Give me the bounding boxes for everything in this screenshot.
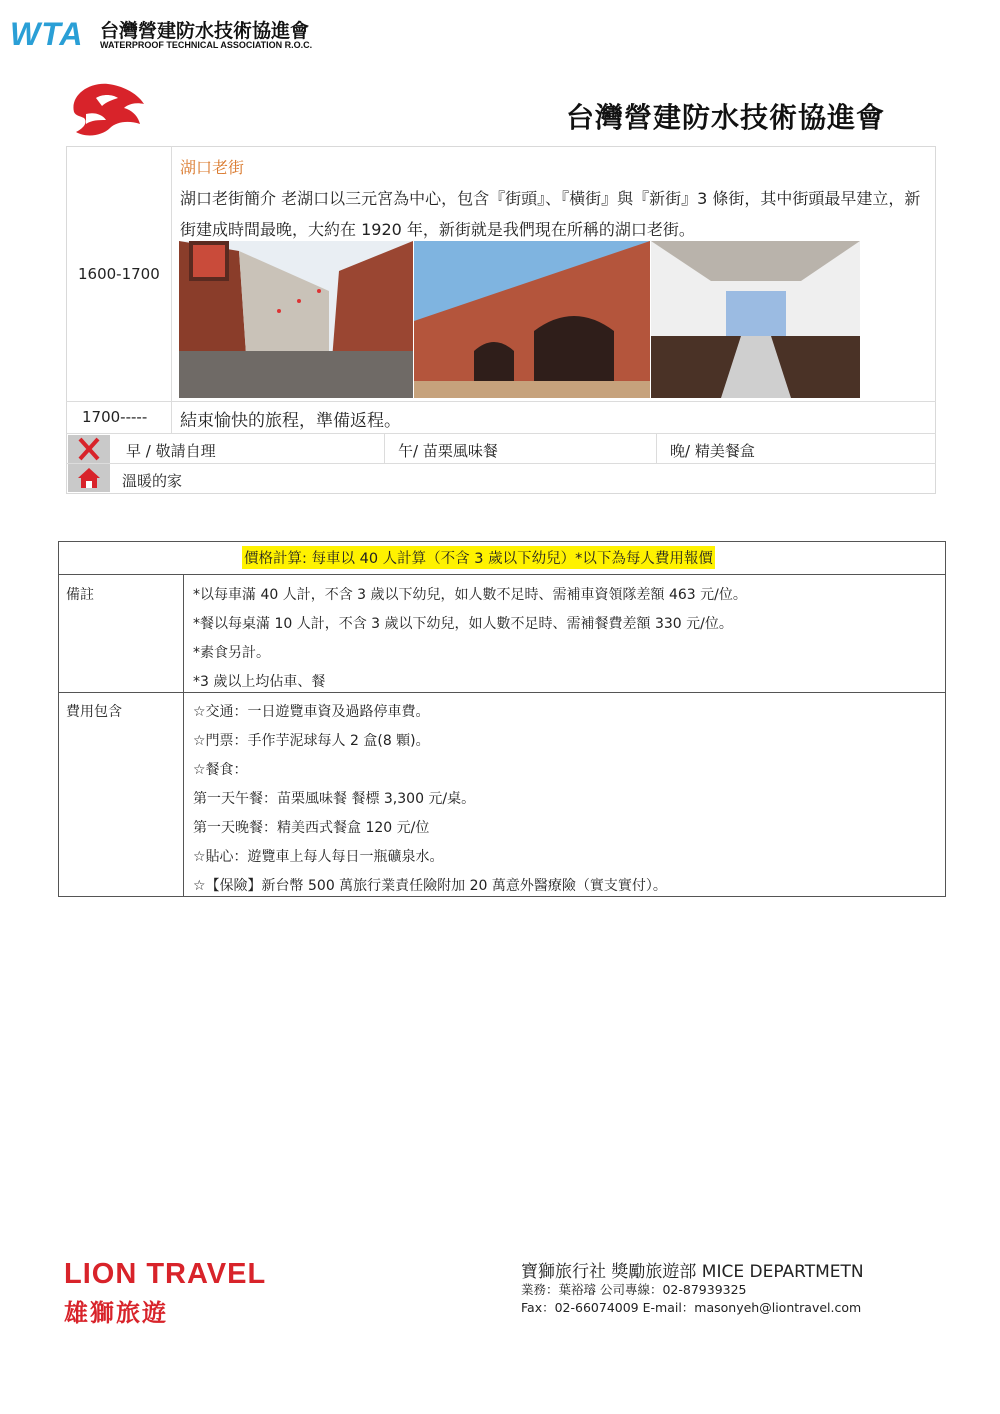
meal-breakfast: 早 / 敬請自理	[126, 442, 216, 460]
column-divider	[183, 574, 184, 897]
home-icon-box	[68, 464, 110, 492]
utensils-icon	[68, 435, 110, 463]
include-line: 第一天午餐：苗栗風味餐 餐標 3,300 元/桌。	[193, 791, 476, 807]
contact-info: 業務：葉裕璿 公司專線：02-87939325	[521, 1282, 747, 1297]
wta-english-name: WATERPROOF TECHNICAL ASSOCIATION R.O.C.	[100, 40, 313, 50]
include-line: ☆貼心：遊覽車上每人每日一瓶礦泉水。	[193, 849, 444, 865]
price-title: 價格計算: 每車以 40 人計算（不含 3 歲以下幼兒）*以下為每人費用報價	[242, 546, 715, 569]
slot-time: 1700-----	[82, 408, 148, 426]
note-line: *素食另計。	[193, 645, 270, 661]
row-divider	[66, 433, 936, 434]
note-line: *3 歲以上均佔車、餐	[193, 674, 326, 690]
fax-email: Fax：02-66074009 E-mail：masonyeh@liontravel.com	[521, 1300, 862, 1315]
includes-label: 費用包含	[66, 704, 122, 720]
column-divider	[171, 146, 172, 433]
department-name: 寶獅旅行社 獎勵旅遊部 MICE DEPARTMETN	[521, 1262, 864, 1282]
old-street-photo	[179, 241, 413, 398]
meal-lunch: 午/ 苗栗風味餐	[398, 442, 498, 460]
row-divider	[58, 692, 946, 693]
lion-travel-logo: LION TRAVEL	[64, 1258, 267, 1290]
include-line: 第一天晚餐：精美西式餐盒 120 元/位	[193, 820, 430, 836]
include-line: ☆餐食：	[193, 762, 248, 778]
end-of-trip-text: 結束愉快的旅程，準備返程。	[180, 411, 401, 431]
column-divider	[656, 433, 657, 463]
column-divider	[384, 433, 385, 463]
place-name: 湖口老街	[180, 158, 245, 177]
lion-travel-chinese-name: 雄獅旅遊	[64, 1299, 168, 1327]
red-brick-arcade-photo	[414, 241, 650, 398]
place-intro: 湖口老街簡介 老湖口以三元宮為中心，包含『街頭』、『橫街』與『新街』3 條街，其中街頭最早建立，新街建成時間最晚，大約在 1920 年，新街就是我們現在所稱的湖口老街。	[180, 189, 921, 239]
meal-dinner: 晚/ 精美餐盒	[670, 442, 755, 460]
row-divider	[66, 463, 936, 464]
note-line: *餐以每桌滿 10 人計，不含 3 歲以下幼兒，如人數不足時、需補餐費差額 330 元/位。	[193, 616, 733, 632]
note-line: *以每車滿 40 人計，不含 3 歲以下幼兒，如人數不足時、需補車資領隊差額 463 元/位。	[193, 587, 747, 603]
wta-name: 台灣營建防水技術協進會	[100, 20, 310, 42]
home-icon	[68, 464, 110, 492]
include-line: ☆交通：一日遊覽車資及過路停車費。	[193, 704, 430, 720]
association-title: 台灣營建防水技術協進會	[566, 101, 886, 134]
row-divider	[66, 401, 936, 402]
lodging-text: 溫暖的家	[122, 472, 183, 490]
include-line: ☆【保險】新台幣 500 萬旅行業責任險附加 20 萬意外醫療險（實支實付）。	[193, 878, 667, 894]
include-line: ☆門票：手作芋泥球每人 2 盒(8 顆)。	[193, 733, 430, 749]
church-interior-photo	[651, 241, 860, 398]
lion-emblem-icon	[66, 78, 148, 142]
slot-time: 1600-1700	[78, 265, 160, 283]
meal-icon-box	[68, 435, 110, 463]
row-divider	[58, 574, 946, 575]
wta-logo: WTA	[10, 16, 84, 52]
notes-label: 備註	[66, 587, 94, 603]
